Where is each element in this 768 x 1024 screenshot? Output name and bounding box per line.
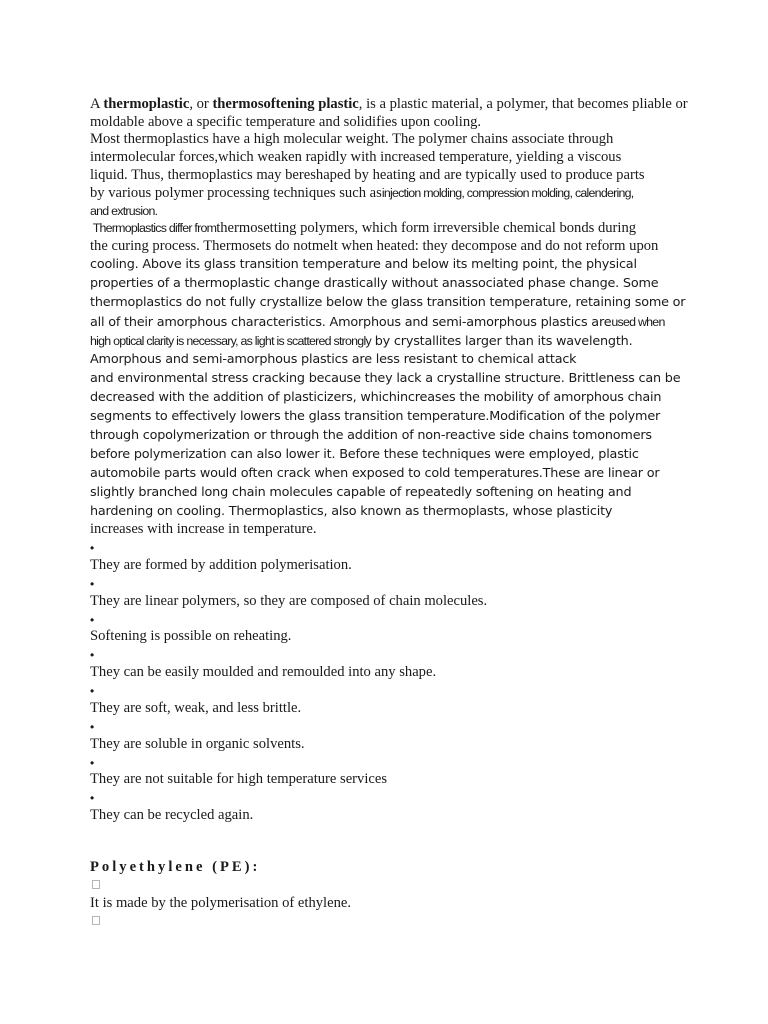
intro-line-1 — [90, 95, 688, 113]
intro-line-6 — [90, 184, 633, 202]
intro-line-17: decreased with the addition of plasticizers, whichincreases the mobility of amorphous chain — [90, 390, 662, 405]
bullet-marker: • — [90, 577, 95, 591]
intro-line-2: moldable above a specific temperature and solidifies upon cooling. — [90, 114, 482, 130]
intro-line-23: hardening on cooling. Thermoplastics, also known as thermoplasts, whose plasticity — [90, 504, 613, 519]
list-item: They can be easily moulded and remoulded into any shape. — [90, 664, 437, 680]
bullet-marker: • — [90, 541, 95, 555]
intro-line-10: cooling. Above its glass transition temperature and below its melting point, the physical — [90, 257, 637, 272]
text-run: , is a plastic material, a polymer, that becomes pliable or — [358, 96, 688, 112]
intro-line-9: the curing process. Thermosets do notmelt when heated: they decompose and do not reform upon — [90, 238, 659, 254]
list-item: They are soft, weak, and less brittle. — [90, 700, 302, 716]
text-run-condensed: injection molding, compression molding, calendering, — [381, 186, 634, 200]
list-item: They are not suitable for high temperature services — [90, 771, 388, 787]
bullet-marker: • — [90, 720, 95, 734]
intro-line-20: before polymerization can also lower it. Before these techniques were employed, plastic — [90, 447, 639, 462]
text-run: , or — [189, 96, 213, 112]
term-thermosoftening-plastic: thermosoftening plastic — [212, 96, 359, 112]
intro-line-11: properties of a thermoplastic change drastically without anassociated phase change. Some — [90, 276, 659, 291]
intro-line-8 — [90, 219, 636, 237]
text-run: by various polymer processing techniques such as — [90, 185, 382, 201]
empty-box-icon — [92, 880, 100, 889]
intro-line-24: increases with increase in temperature. — [90, 521, 317, 537]
bullet-marker: • — [90, 791, 95, 805]
list-item: Softening is possible on reheating. — [90, 628, 292, 644]
empty-box-icon — [92, 916, 100, 925]
text-run-condensed: Thermoplastics differ from — [90, 221, 217, 235]
text-run: by crystallites larger than its wavelength. — [370, 334, 633, 349]
term-thermoplastic: thermoplastic — [103, 96, 190, 112]
text-run: thermosetting polymers, which form irreversible chemical bonds during — [216, 220, 637, 236]
intro-line-21: automobile parts would often crack when exposed to cold temperatures.These are linear or — [90, 466, 660, 481]
text-run: A — [90, 96, 104, 112]
section-heading-polyethylene: Polyethylene (PE): — [90, 859, 261, 875]
intro-line-5: liquid. Thus, thermoplastics may bereshaped by heating and are typically used to produce parts — [90, 167, 645, 183]
list-item: They are soluble in organic solvents. — [90, 736, 305, 752]
intro-line-19: through copolymerization or through the addition of non-reactive side chains tomonomers — [90, 428, 652, 443]
intro-line-14 — [90, 332, 632, 351]
text-run-condensed: used when — [611, 315, 665, 329]
text-run-condensed: high optical clarity is necessary, as light is scattered strongly — [90, 334, 371, 348]
intro-line-18: segments to effectively lowers the glass transition temperature.Modification of the polymer — [90, 409, 661, 424]
intro-line-12: thermoplastics do not fully crystallize below the glass transition temperature, retaining some or — [90, 295, 686, 310]
intro-line-13 — [90, 313, 665, 332]
intro-line-7: and extrusion. — [90, 204, 158, 218]
bullet-marker: • — [90, 684, 95, 698]
bullet-marker: • — [90, 613, 95, 627]
text-run: all of their amorphous characteristics. Amorphous and semi-amorphous plastics are — [90, 315, 612, 330]
list-item: It is made by the polymerisation of ethylene. — [90, 895, 351, 911]
list-item: They can be recycled again. — [90, 807, 254, 823]
bullet-marker: • — [90, 648, 95, 662]
intro-line-3: Most thermoplastics have a high molecular weight. The polymer chains associate through — [90, 131, 614, 147]
intro-line-22: slightly branched long chain molecules capable of repeatedly softening on heating and — [90, 485, 632, 500]
list-item: They are linear polymers, so they are composed of chain molecules. — [90, 593, 488, 609]
intro-line-15: Amorphous and semi-amorphous plastics are less resistant to chemical attack — [90, 352, 577, 367]
bullet-marker: • — [90, 756, 95, 770]
list-item: They are formed by addition polymerisation. — [90, 557, 352, 573]
intro-line-16: and environmental stress cracking because they lack a crystalline structure. Brittleness can be — [90, 371, 681, 386]
intro-line-4: intermolecular forces,which weaken rapidly with increased temperature, yielding a viscous — [90, 149, 622, 165]
